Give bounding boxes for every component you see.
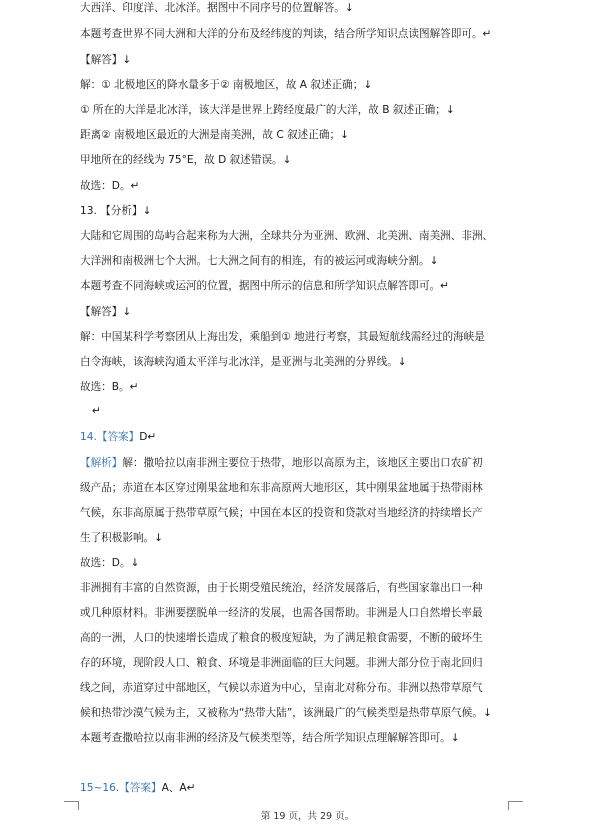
text-line: 非洲拥有丰富的自然资源，由于长期受殖民统治，经济发展落后，有些国家靠出口一种 <box>80 582 483 594</box>
text-line: 线之间，赤道穿过中部地区，气候以赤道为中心，呈南北对称分布。非洲以热带草原气 <box>80 682 483 694</box>
text-line: 解：① 北极地区的降水量多于② 南极地区，故 A 叙述正确；↓ <box>80 79 373 91</box>
analysis-label: 【解析】 <box>80 457 123 469</box>
text-line: 解：中国某科学考察团从上海出发，乘船到① 地进行考察，其最短航线需经过的海峡是 <box>80 331 485 343</box>
text-line: 大西洋、印度洋、北冰洋。据图中不同序号的位置解答。↓ <box>80 2 354 14</box>
text-line: 本题考查撒哈拉以南非洲的经济及气候类型等，结合所学知识点理解解答即可。↓ <box>80 732 460 744</box>
text-line: 大陆和它周围的岛屿合起来称为大洲，全球共分为亚洲、欧洲、北美洲、南美洲、非洲、 <box>80 230 494 242</box>
text-line: 白令海峡，该海峡沟通太平洋与北冰洋，是亚洲与北美洲的分界线。↓ <box>80 356 407 368</box>
text-line: 气候，东非高原属于热带草原气候；中国在本区的投资和贷款对当地经济的持续增长产 <box>80 507 483 519</box>
answer-label: 14.【答案】 <box>80 431 140 443</box>
text-line: 大洋洲和南极洲七个大洲。七大洲之间有的相连，有的被运河或海峡分割。↓ <box>80 255 439 267</box>
text-line: 【解答】↓ <box>80 306 132 318</box>
text-line: 或几种原材料。非洲要摆脱单一经济的发展，也需各国帮助。非洲是人口自然增长率最 <box>80 607 483 619</box>
analysis-line <box>80 456 530 470</box>
answer-line-15-16 <box>80 781 530 795</box>
text-line: 候和热带沙漠气候为主，又被称为“热带大陆”，该洲最广的气候类型是热带草原气候。↓ <box>80 707 492 719</box>
text-line: ① 所在的大洋是北冰洋，该大洋是世界上跨经度最广的大洋，故 B 叙述正确；↓ <box>80 104 455 116</box>
page-footer: 第 19 页，共 29 页。 <box>260 811 355 822</box>
text-line: 甲地所在的经线为 75°E，故 D 叙述错误。↓ <box>80 154 292 166</box>
text-line: 故选：B。↵ <box>80 381 139 393</box>
answer-value: A、A↵ <box>161 782 196 794</box>
text-line: 故选：D。↓ <box>80 557 140 569</box>
section-heading: 13. 【分析】↓ <box>80 205 152 217</box>
answer-line-14 <box>80 430 530 444</box>
text-line: 本题考查世界不同大洲和大洋的分布及经纬度的判读，结合所学知识点读图解答即可。↵ <box>80 28 492 40</box>
text-line: 故选：D。↵ <box>80 180 140 192</box>
text-line: 级产品；赤道在本区穿过刚果盆地和东非高原两大地形区，其中刚果盆地属于热带雨林 <box>80 482 483 494</box>
text-line: 生了积极影响。↓ <box>80 532 164 544</box>
text-line: 高的一洲，人口的快速增长造成了粮食的极度短缺，为了满足粮食需要，不断的破坏生 <box>80 632 483 644</box>
text-line: 解：撒哈拉以南非洲主要位于热带，地形以高原为主，该地区主要出口农矿初 <box>122 457 483 469</box>
text-line: 距离② 南极地区最近的大洲是南美洲，故 C 叙述正确；↓ <box>80 129 349 141</box>
answer-value: D↵ <box>139 431 157 443</box>
paragraph-mark: ↵ <box>92 405 101 417</box>
text-line: 本题考查不同海峡或运河的位置，据图中所示的信息和所学知识点解答即可。↵ <box>80 280 450 292</box>
answer-label: 15~16.【答案】 <box>80 782 162 794</box>
text-line: 存的环境，现阶段人口、粮食、环境是非洲面临的巨大问题。非洲大部分位于南北回归 <box>80 657 483 669</box>
text-line: 【解答】↓ <box>80 54 132 66</box>
